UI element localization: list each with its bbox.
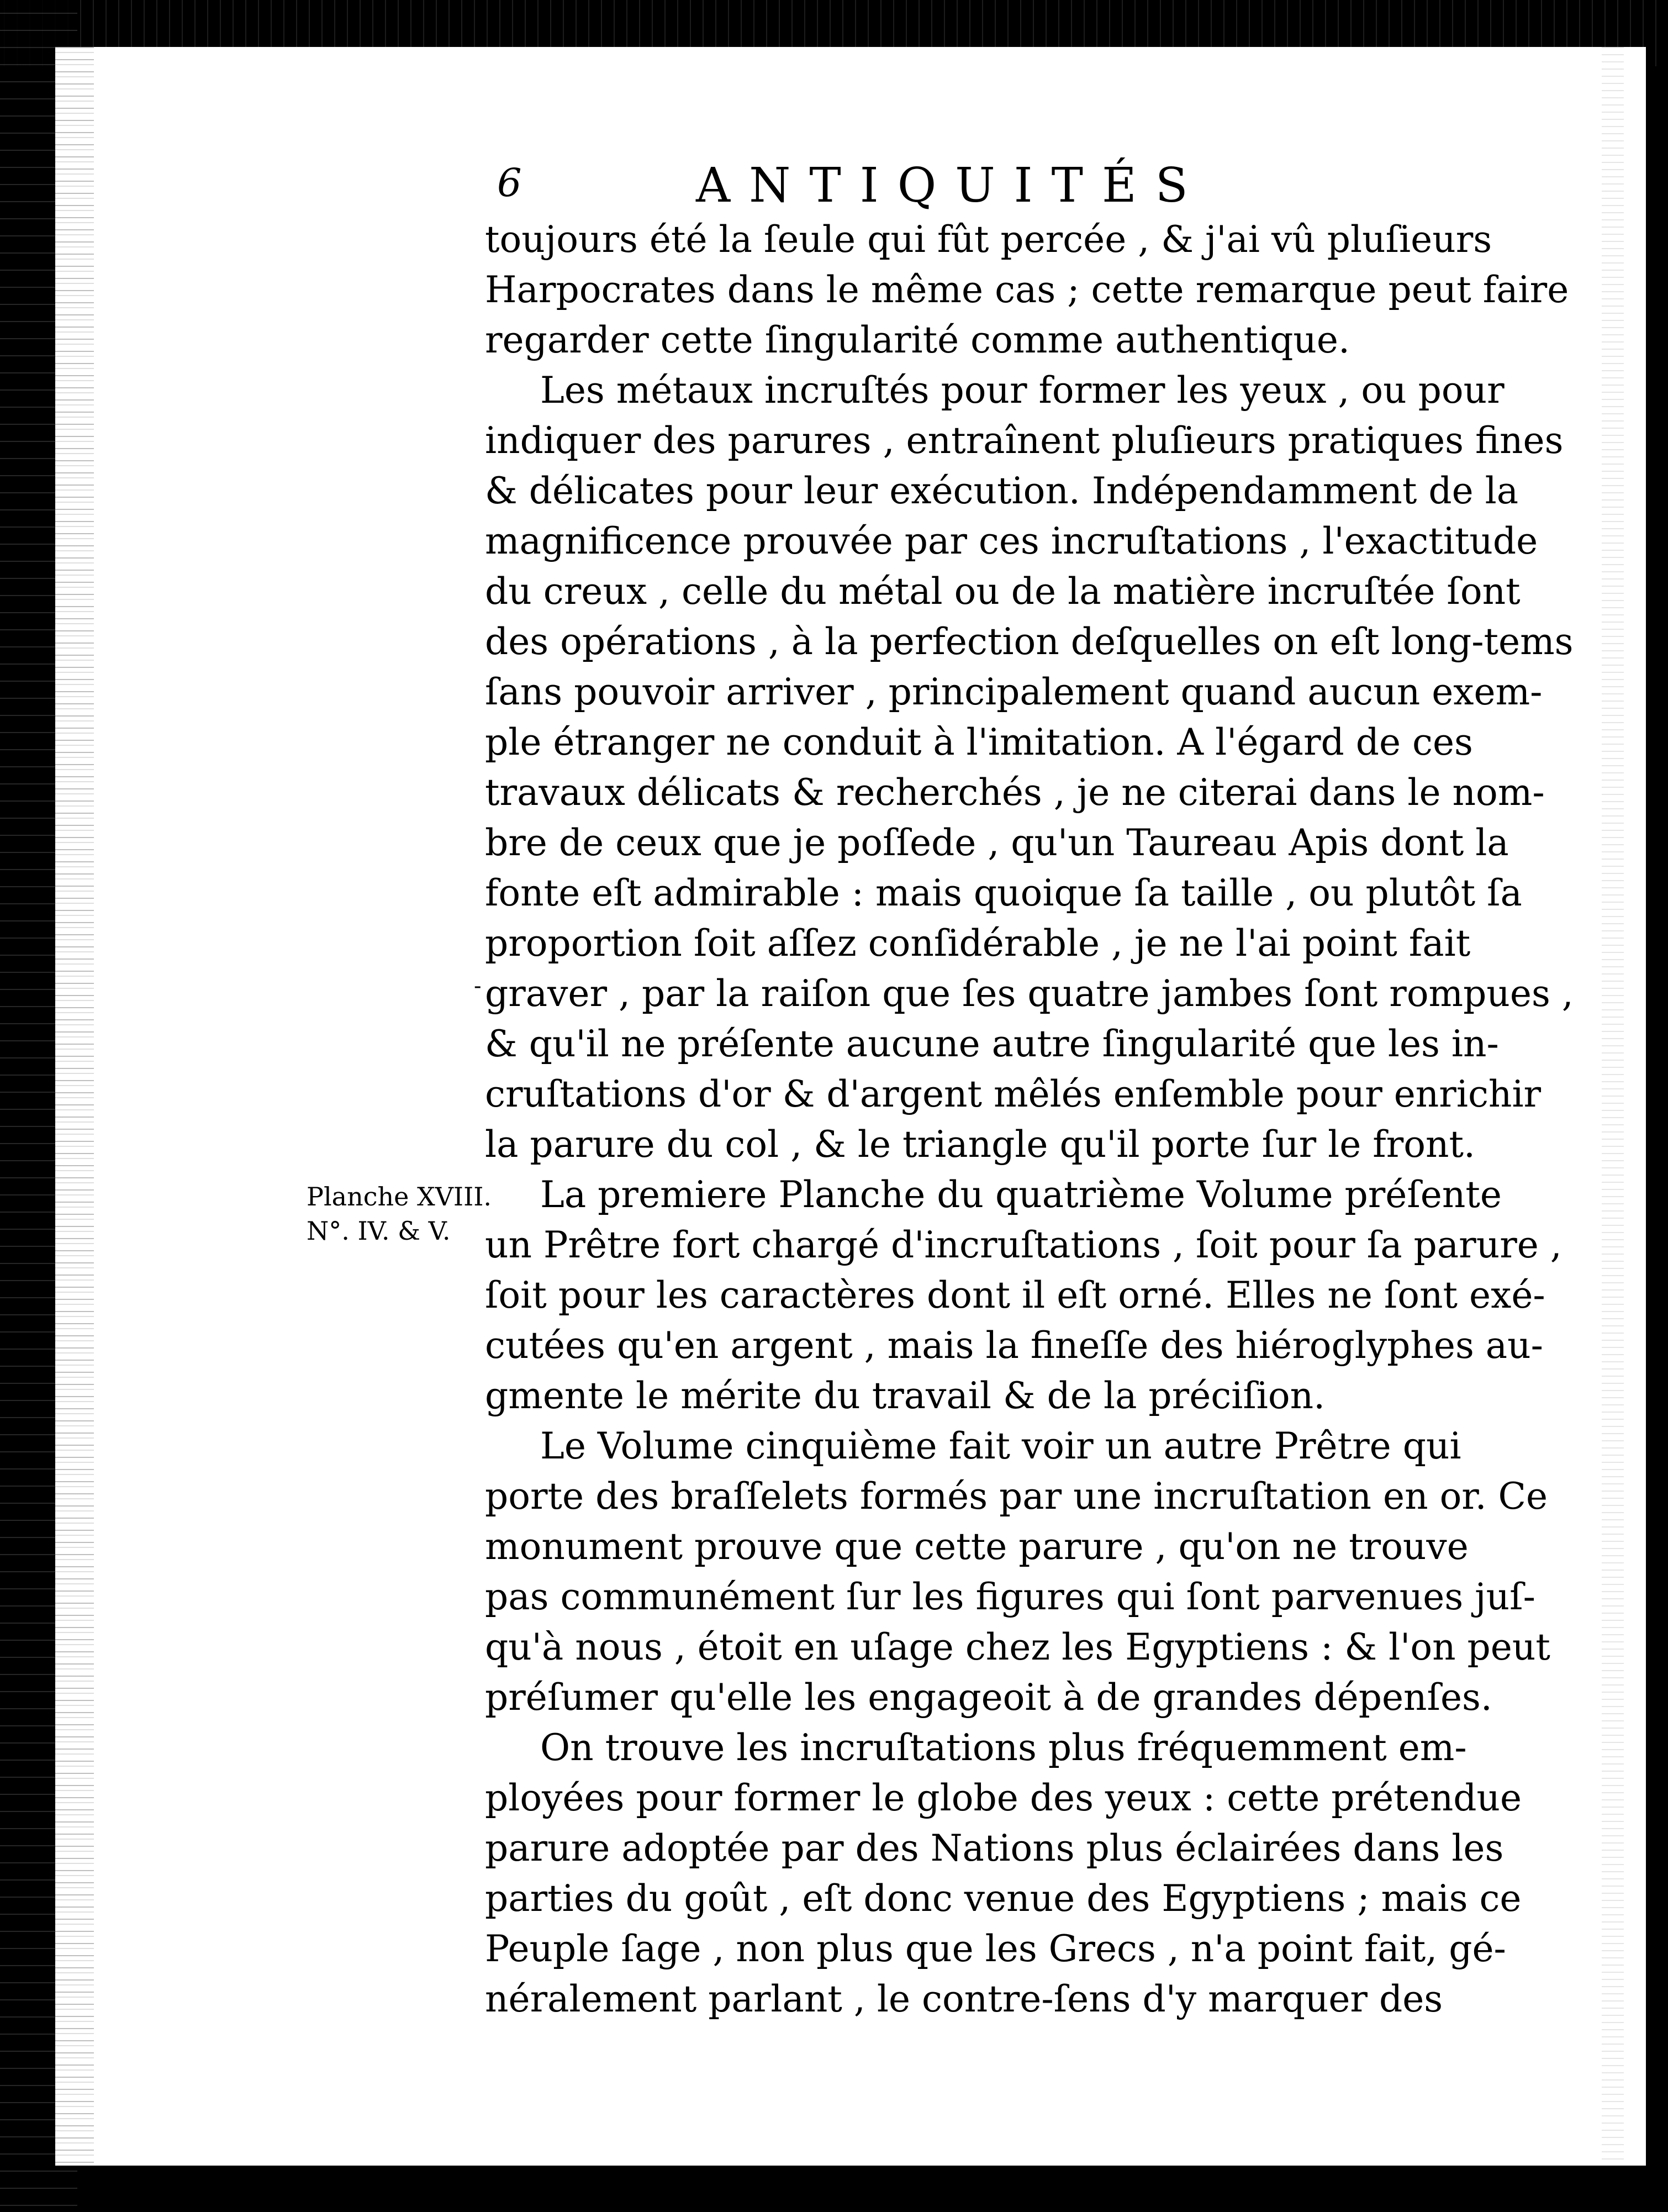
margin-note	[307, 1179, 492, 1248]
text-line: magnificence prouvée par ces incruſtations , l'exactitude	[485, 520, 1538, 562]
text-line: ſans pouvoir arriver , principalement quand aucun exem-	[485, 671, 1543, 713]
body-text	[485, 214, 1574, 2024]
text-line: parties du goût , eſt donc venue des Egyptiens ; mais ce	[485, 1877, 1522, 1920]
text-line: fonte eſt admirable : mais quoique ſa taille , ou plutôt ſa	[485, 872, 1522, 914]
text-line: Peuple ſage , non plus que les Grecs , n'a point fait, gé-	[485, 1927, 1506, 1970]
text-line: du creux , celle du métal ou de la matière incruſtée ſont	[485, 570, 1521, 613]
text-line: & qu'il ne préſente aucune autre ſingularité que les in-	[485, 1023, 1499, 1065]
margin-note-plate: Planche XVIII.	[307, 1182, 492, 1212]
text-line: la parure du col , & le triangle qu'il porte ſur le front.	[485, 1123, 1475, 1166]
text-line: un Prêtre fort chargé d'incruſtations , ſoit pour ſa parure ,	[485, 1224, 1562, 1266]
text-line: Harpocrates dans le même cas ; cette remarque peut faire	[485, 268, 1569, 311]
text-line: ployées pour former le globe des yeux : cette prétendue	[485, 1777, 1522, 1819]
text-line: ple étranger ne conduit à l'imitation. A l'égard de ces	[485, 721, 1473, 763]
text-line: indiquer des parures , entraînent pluſieurs pratiques fines	[485, 419, 1564, 462]
text-line: porte des braſſelets formés par une incruſtation en or. Ce	[485, 1475, 1548, 1518]
margin-dash-mark: -	[474, 973, 482, 999]
text-line: néralement parlant , le contre-ſens d'y marquer des	[485, 1978, 1443, 2020]
margin-note-numbers: N°. IV. & V.	[307, 1216, 451, 1246]
text-line: gmente le mérite du travail & de la préciſion.	[485, 1374, 1326, 1417]
text-line: préſumer qu'elle les engageoit à de grandes dépenſes.	[485, 1676, 1492, 1719]
text-line: cutées qu'en argent , mais la fineſſe des hiéroglyphes au-	[485, 1324, 1543, 1367]
text-line: monument prouve que cette parure , qu'on ne trouve	[485, 1525, 1469, 1568]
page-right-edge	[1602, 47, 1624, 2166]
text-line: proportion ſoit aſſez conſidérable , je ne l'ai point fait	[485, 922, 1471, 965]
text-line: travaux délicats & recherchés , je ne citerai dans le nom-	[485, 771, 1545, 814]
page-number: 6	[497, 160, 522, 206]
text-line: des opérations , à la perfection deſquelles on eſt long-tems	[485, 620, 1574, 663]
text-line: pas communément ſur les figures qui ſont parvenues juſ-	[485, 1576, 1535, 1618]
text-line: parure adoptée par des Nations plus éclairées dans les	[485, 1827, 1504, 1869]
running-title: ANTIQUITÉS	[696, 158, 1207, 213]
text-line: qu'à nous , étoit en uſage chez les Egyptiens : & l'on peut	[485, 1626, 1550, 1668]
text-line: graver , par la raiſon que ſes quatre jambes ſont rompues ,	[485, 972, 1574, 1015]
text-line: toujours été la ſeule qui fût percée , & j'ai vû pluſieurs	[485, 218, 1492, 261]
text-line: bre de ceux que je poſſede , qu'un Taureau Apis dont la	[485, 821, 1509, 864]
text-line: ſoit pour les caractères dont il eſt orné. Elles ne ſont exé-	[485, 1274, 1545, 1316]
text-line: regarder cette ſingularité comme authentique.	[485, 319, 1350, 361]
text-line: & délicates pour leur exécution. Indépendamment de la	[485, 470, 1519, 512]
text-line: La premiere Planche du quatrième Volume préſente	[540, 1173, 1502, 1216]
text-line: Les métaux incruſtés pour former les yeux , ou pour	[540, 369, 1505, 412]
page-gutter-edge	[55, 47, 94, 2166]
text-line: Le Volume cinquième fait voir un autre Prêtre qui	[540, 1425, 1461, 1467]
text-line: On trouve les incruſtations plus fréquemment em-	[540, 1726, 1467, 1769]
text-line: cruſtations d'or & d'argent mêlés enſemble pour enrichir	[485, 1073, 1542, 1115]
